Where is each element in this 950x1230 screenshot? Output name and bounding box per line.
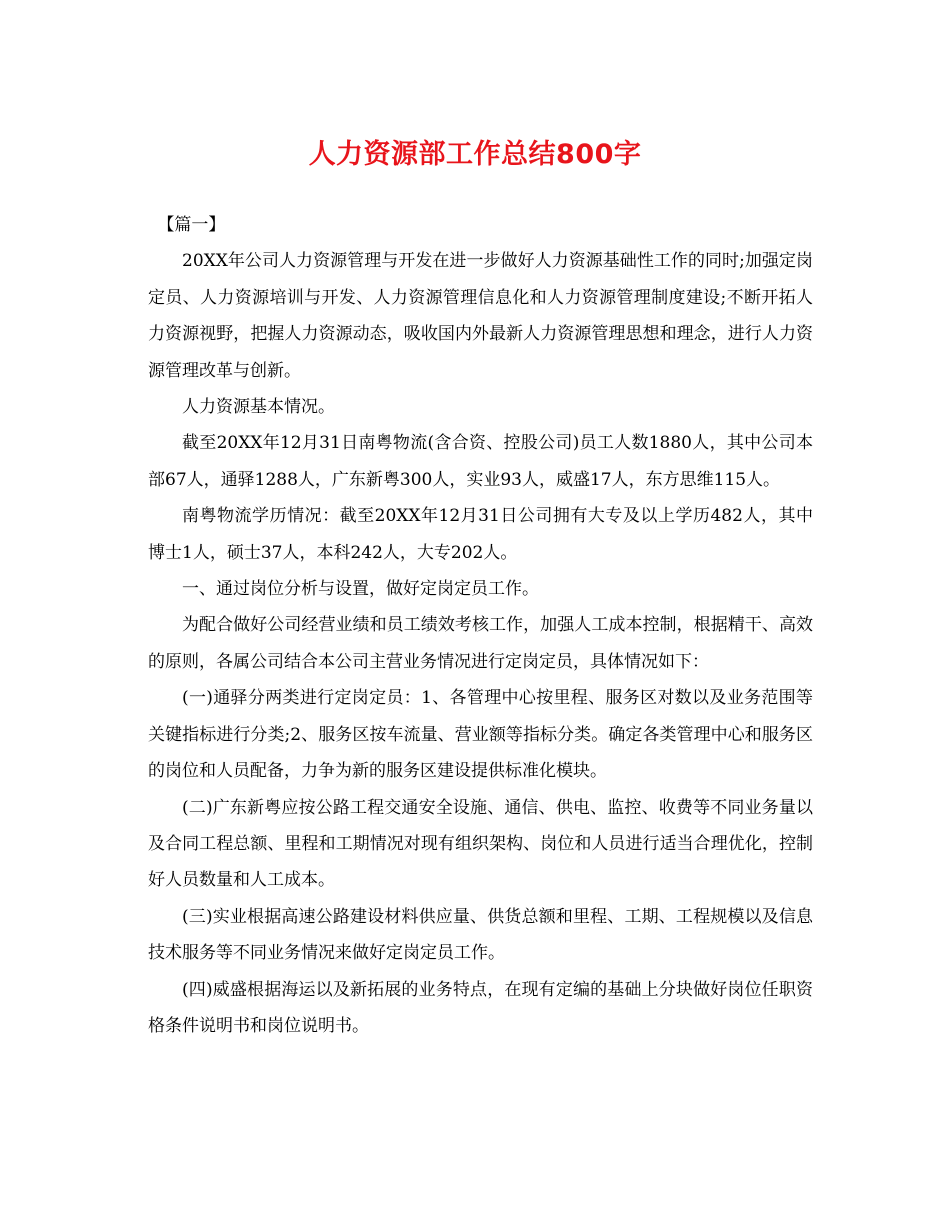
paragraph-item-3: (三)实业根据高速公路建设材料供应量、供货总额和里程、工期、工程规模以及信息技术服务等不同业务情况来做好定岗定员工作。: [148, 906, 813, 964]
paragraph-item-4: (四)威盛根据海运以及新拓展的业务特点，在现有定编的基础上分块做好岗位任职资格条件说明书和岗位说明书。: [148, 979, 813, 1036]
paragraph-education: 南粤物流学历情况：截至20XX年12月31日公司拥有大专及以上学历482人，其中博士1人，硕士37人，本科242人，大专202人。: [148, 506, 813, 563]
paragraph-item-2: (二)广东新粤应按公路工程交通安全设施、通信、供电、监控、收费等不同业务量以及合同工程总额、里程和工期情况对现有组织架构、岗位和人员进行适当合理优化，控制好人员数量和人工成本。: [148, 797, 813, 891]
section-tag: 【篇一】: [157, 215, 226, 235]
document-body: [148, 207, 813, 1044]
document-title: 人力资源部工作总结800字: [308, 139, 642, 170]
paragraph-intro: 20XX年公司人力资源管理与开发在进一步做好人力资源基础性工作的同时;加强定岗定员、人力资源培训与开发、人力资源管理信息化和人力资源管理制度建设;不断开拓人力资源视野，把握人力资源动态，吸收国内外最新人力资源管理思想和理念，进行人力资源管理改革与创新。: [148, 251, 813, 381]
paragraph-staffing-principle: 为配合做好公司经营业绩和员工绩效考核工作，加强人工成本控制，根据精干、高效的原则，各属公司结合本公司主营业务情况进行定岗定员，具体情况如下：: [148, 615, 813, 672]
paragraph-section-one-heading: 一、通过岗位分析与设置，做好定岗定员工作。: [182, 579, 539, 600]
paragraph-headcount: 截至20XX年12月31日南粤物流(含合资、控股公司)员工人数1880人，其中公司本部67人，通驿1288人，广东新粤300人，实业93人，威盛17人，东方思维115人。: [148, 433, 813, 490]
paragraph-hr-overview-heading: 人力资源基本情况。: [182, 397, 335, 418]
paragraph-item-1: (一)通驿分两类进行定岗定员：1、各管理中心按里程、服务区对数以及业务范围等关键指标进行分类;2、服务区按车流量、营业额等指标分类。确定各类管理中心和服务区的岗位和人员配备，力争为新的服务区建设提供标准化模块。: [148, 688, 813, 782]
